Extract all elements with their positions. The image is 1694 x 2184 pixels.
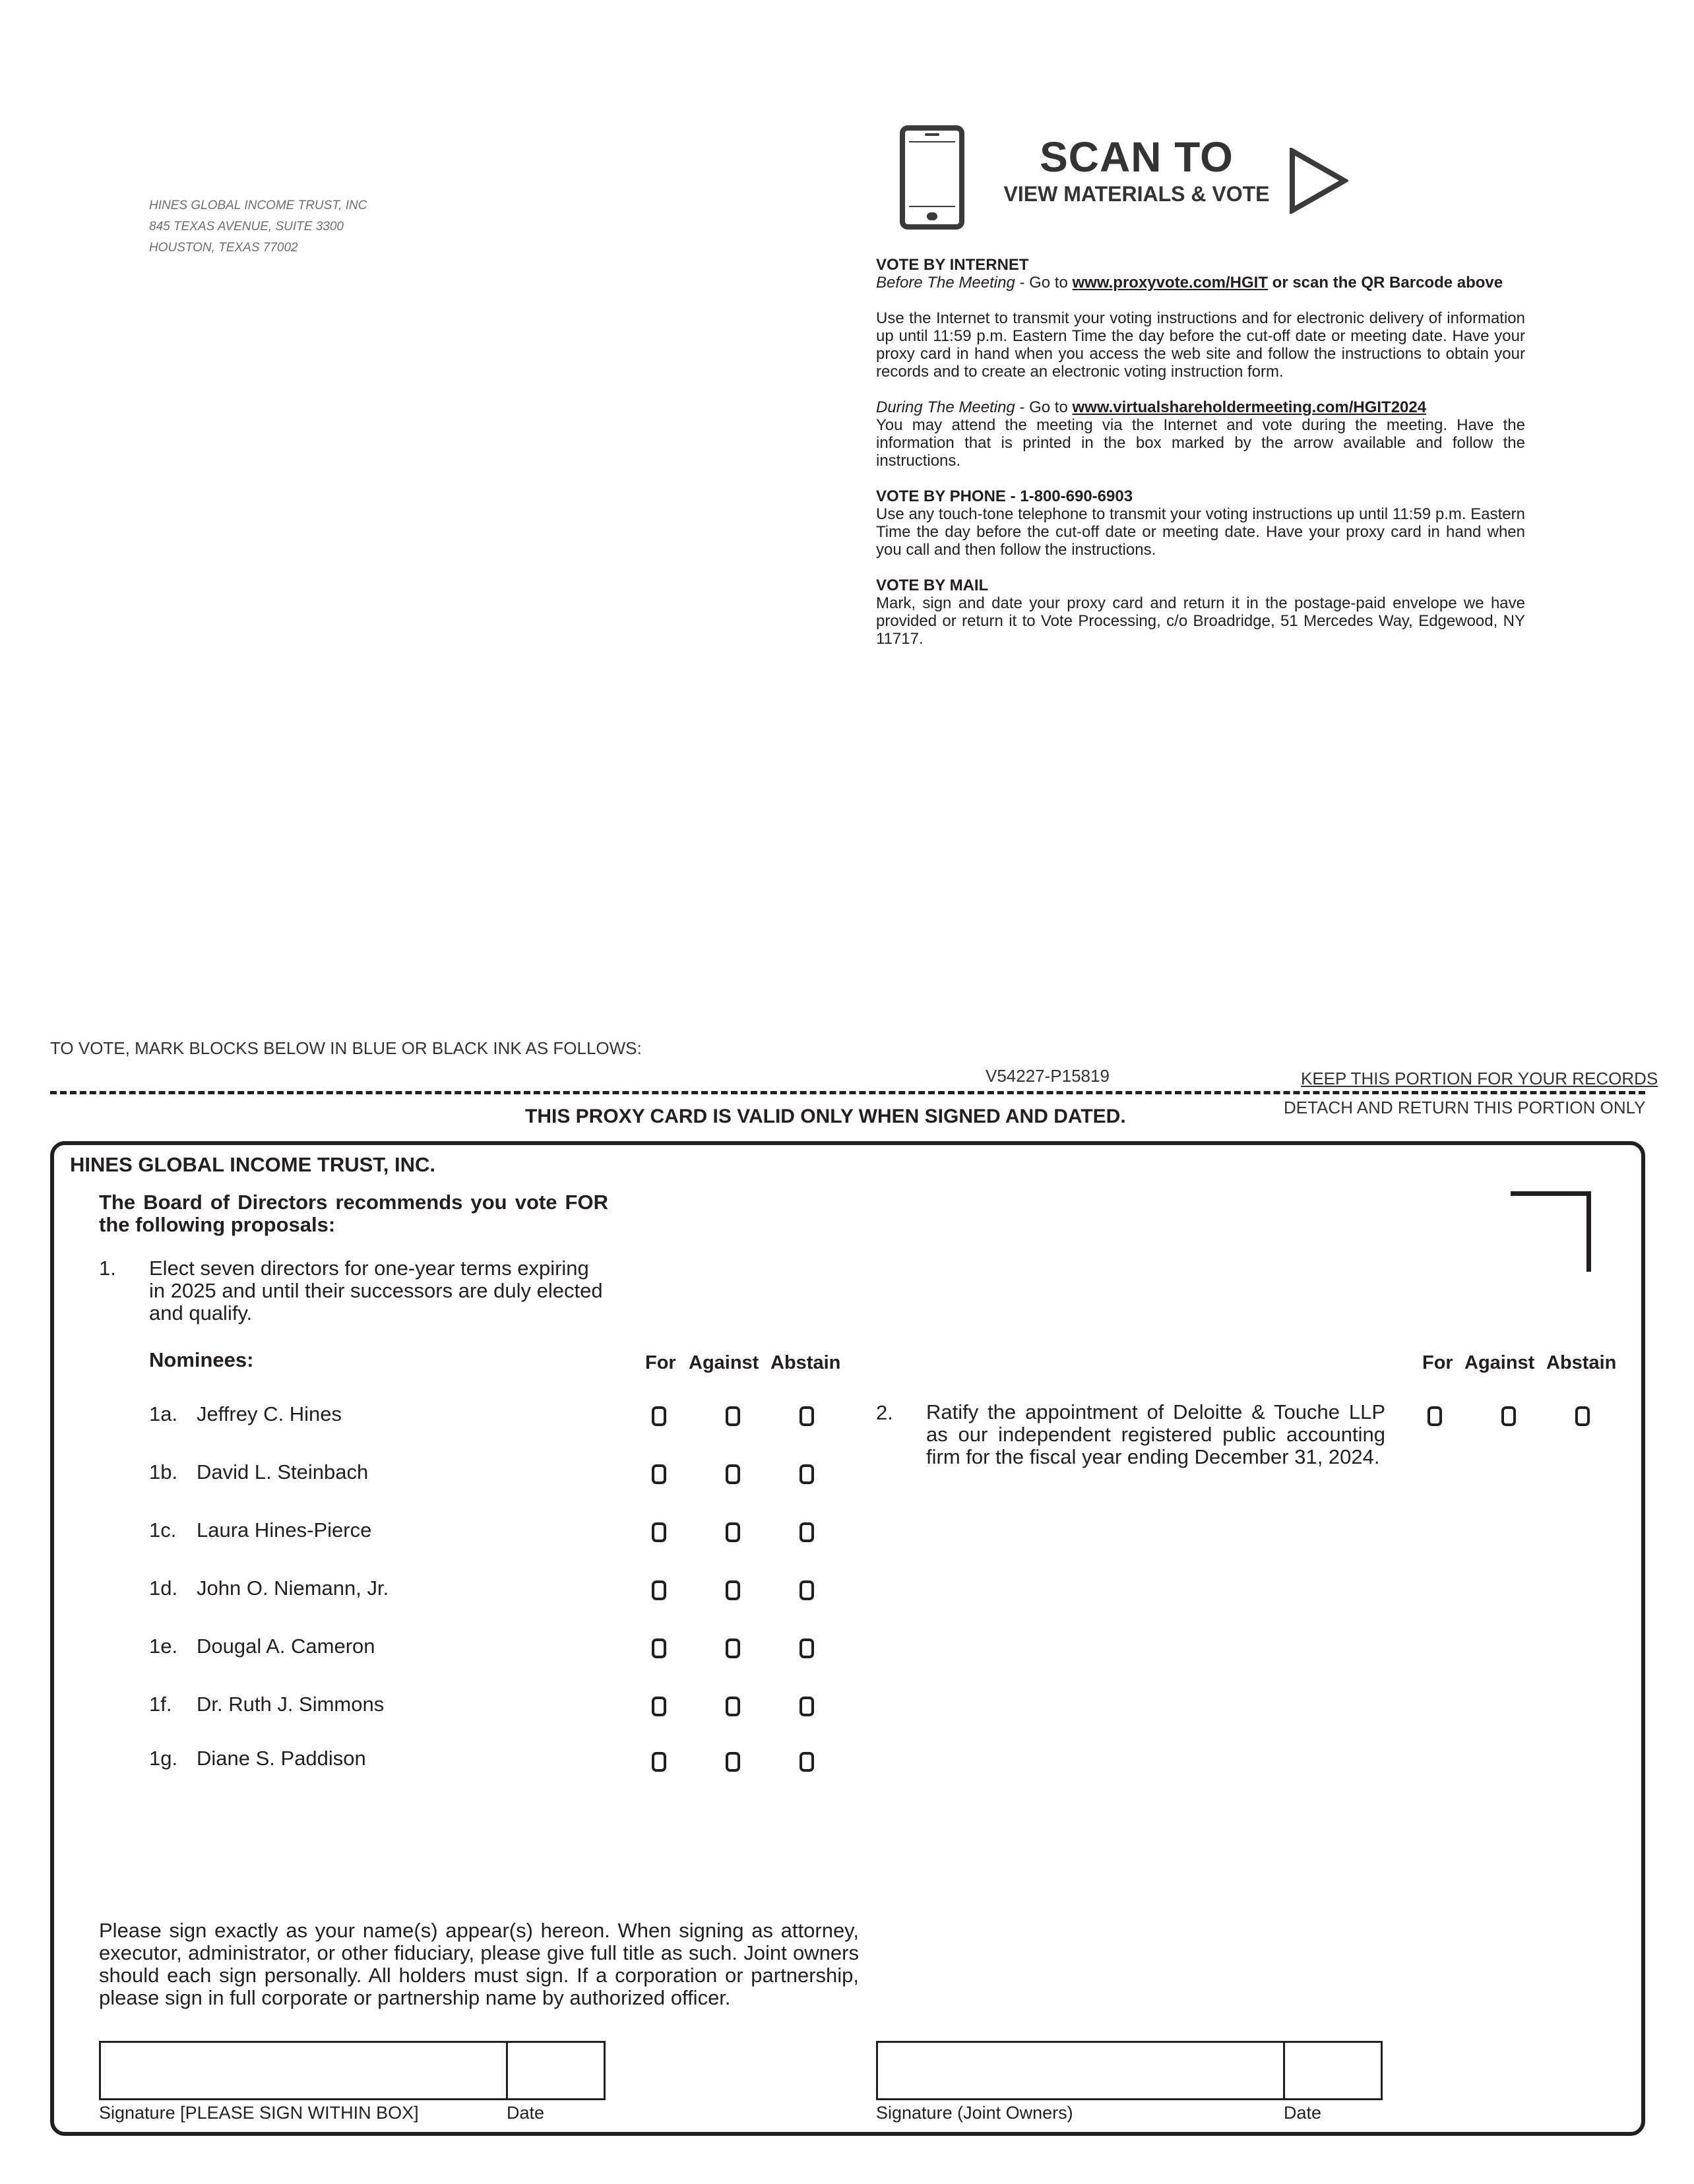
for-checkbox[interactable] bbox=[652, 1580, 666, 1600]
against-checkbox[interactable] bbox=[726, 1522, 740, 1542]
proposal-2-text: Ratify the appointment of Deloitte & Touche LLP as our independent registered public accounting firm for the fiscal year ending December 31, 2024. bbox=[926, 1400, 1385, 1468]
col-against-p2: Against bbox=[1464, 1352, 1535, 1373]
col-against-p1: Against bbox=[689, 1352, 759, 1373]
against-checkbox[interactable] bbox=[726, 1580, 740, 1600]
nominee-row-1c: 1c. Laura Hines-Pierce bbox=[0, 1518, 1694, 1545]
nominee-name: John O. Niemann, Jr. bbox=[197, 1576, 389, 1600]
signature-box[interactable] bbox=[99, 2041, 606, 2100]
proposal-2-number: 2. bbox=[876, 1401, 893, 1424]
phone-body: Use any touch-tone telephone to transmit your voting instructions up until 11:59 p.m. Eastern Time the day before the cut-off date or meeting date. Have your proxy card in hand when you call and then follow the instructions. bbox=[876, 505, 1525, 559]
internet-body: Use the Internet to transmit your voting instructions and for electronic delivery of information up until 11:59 p.m. Eastern Time the day before the cut-off date or meeting date. Have your proxy card in hand when you access the web site and follow the instructions to obtain your records and to create an electronic voting instruction form. bbox=[876, 309, 1525, 381]
proposal-2-against-checkbox[interactable] bbox=[1501, 1406, 1516, 1426]
nominee-name: Dr. Ruth J. Simmons bbox=[197, 1693, 385, 1716]
before-meeting-line: Before The Meeting - Go to www.proxyvote.com/HGIT or scan the QR Barcode above bbox=[876, 274, 1503, 292]
detach-line bbox=[50, 1091, 1645, 1094]
during-meeting-line: During The Meeting - Go to www.virtualshareholdermeeting.com/HGIT2024 bbox=[876, 398, 1427, 416]
return-address bbox=[149, 195, 367, 259]
for-checkbox[interactable] bbox=[652, 1464, 666, 1484]
nominee-name: Laura Hines-Pierce bbox=[197, 1518, 372, 1542]
voting-instructions bbox=[876, 256, 1525, 648]
board-recommendation: The Board of Directors recommends you vote FOR the following proposals: bbox=[99, 1191, 608, 1236]
against-checkbox[interactable] bbox=[726, 1752, 740, 1772]
nominee-name: Diane S. Paddison bbox=[197, 1747, 366, 1770]
nominee-row-1b: 1b. David L. Steinbach bbox=[0, 1460, 1694, 1487]
nominees-heading: Nominees: bbox=[149, 1348, 254, 1371]
abstain-checkbox[interactable] bbox=[800, 1580, 814, 1600]
during-meeting-body: You may attend the meeting via the Internet and vote during the meeting. Have the information that is printed in the box marked by the arrow available and follow the instructions. bbox=[876, 416, 1525, 470]
nominee-row-1g: 1g. Diane S. Paddison bbox=[0, 1747, 1694, 1773]
joint-signature-label: Signature (Joint Owners) bbox=[876, 2103, 1073, 2123]
nominee-row-1d: 1d. John O. Niemann, Jr. bbox=[0, 1576, 1694, 1603]
nominee-name: Jeffrey C. Hines bbox=[197, 1402, 342, 1425]
registration-corner-mark bbox=[1511, 1191, 1591, 1272]
joint-signature-date-divider bbox=[1283, 2043, 1285, 2098]
vote-internet-heading: VOTE BY INTERNET bbox=[876, 256, 1029, 274]
scan-title: SCAN TO bbox=[1040, 133, 1234, 181]
nominee-name: David L. Steinbach bbox=[197, 1460, 369, 1483]
proposal-1-number: 1. bbox=[99, 1257, 116, 1280]
against-checkbox[interactable] bbox=[726, 1697, 740, 1716]
proposal-2-for-checkbox[interactable] bbox=[1427, 1406, 1442, 1426]
vote-mail-heading: VOTE BY MAIL bbox=[876, 577, 989, 594]
against-checkbox[interactable] bbox=[726, 1464, 740, 1484]
joint-date-label: Date bbox=[1284, 2103, 1322, 2123]
col-for-p1: For bbox=[645, 1352, 676, 1373]
col-for-p2: For bbox=[1422, 1352, 1453, 1373]
against-checkbox[interactable] bbox=[726, 1638, 740, 1658]
company-name: HINES GLOBAL INCOME TRUST, INC. bbox=[70, 1153, 436, 1176]
signature-label: Signature [PLEASE SIGN WITHIN BOX] bbox=[99, 2103, 419, 2123]
control-number: V54227-P15819 bbox=[986, 1066, 1110, 1086]
proposal-2-abstain-checkbox[interactable] bbox=[1575, 1406, 1590, 1426]
col-abstain-p1: Abstain bbox=[770, 1352, 841, 1373]
for-checkbox[interactable] bbox=[652, 1638, 666, 1658]
for-checkbox[interactable] bbox=[652, 1406, 666, 1426]
address-line-2: 845 TEXAS AVENUE, SUITE 3300 bbox=[149, 220, 344, 234]
mark-instruction: TO VOTE, MARK BLOCKS BELOW IN BLUE OR BLACK INK AS FOLLOWS: bbox=[50, 1038, 642, 1058]
address-line-3: HOUSTON, TEXAS 77002 bbox=[149, 241, 298, 255]
against-checkbox[interactable] bbox=[726, 1406, 740, 1426]
abstain-checkbox[interactable] bbox=[800, 1464, 814, 1484]
signing-instructions: Please sign exactly as your name(s) appear(s) hereon. When signing as attorney, executor, administrator, or other fiduciary, please give full title as such. Joint owners should each sign personally. All holders must sign. If a corporation or partnership, please sign in full corporate or partnership name by authorized officer. bbox=[99, 1919, 859, 2009]
date-label: Date bbox=[507, 2103, 545, 2123]
detach-portion-text: DETACH AND RETURN THIS PORTION ONLY bbox=[1284, 1098, 1646, 1117]
virtual-meeting-link[interactable]: www.virtualshareholdermeeting.com/HGIT2024 bbox=[1072, 398, 1427, 416]
phone-icon bbox=[900, 125, 964, 230]
abstain-checkbox[interactable] bbox=[800, 1638, 814, 1658]
col-abstain-p2: Abstain bbox=[1546, 1352, 1617, 1373]
address-line-1: HINES GLOBAL INCOME TRUST, INC bbox=[149, 199, 367, 212]
keep-portion-text: KEEP THIS PORTION FOR YOUR RECORDS bbox=[1301, 1069, 1658, 1088]
for-checkbox[interactable] bbox=[652, 1752, 666, 1772]
abstain-checkbox[interactable] bbox=[800, 1752, 814, 1772]
joint-signature-box[interactable] bbox=[876, 2041, 1383, 2100]
proxyvote-link[interactable]: www.proxyvote.com/HGIT bbox=[1072, 274, 1268, 292]
abstain-checkbox[interactable] bbox=[800, 1406, 814, 1426]
play-arrow-icon bbox=[1289, 148, 1348, 214]
abstain-checkbox[interactable] bbox=[800, 1522, 814, 1542]
for-checkbox[interactable] bbox=[652, 1522, 666, 1542]
proposal-1-text: Elect seven directors for one-year terms expiring in 2025 and until their successors are duly elected and qualify. bbox=[149, 1257, 603, 1325]
for-checkbox[interactable] bbox=[652, 1697, 666, 1716]
signature-date-divider bbox=[506, 2043, 508, 2098]
nominee-row-1f: 1f. Dr. Ruth J. Simmons bbox=[0, 1693, 1694, 1719]
vote-phone-heading: VOTE BY PHONE - 1-800-690-6903 bbox=[876, 487, 1133, 505]
nominee-row-1e: 1e. Dougal A. Cameron bbox=[0, 1635, 1694, 1661]
nominee-name: Dougal A. Cameron bbox=[197, 1635, 375, 1658]
scan-subtitle: VIEW MATERIALS & VOTE bbox=[1003, 182, 1270, 206]
mail-body: Mark, sign and date your proxy card and return it in the postage-paid envelope we have provided or return it to Vote Processing, c/o Broadridge, 51 Mercedes Way, Edgewood, NY 11717. bbox=[876, 594, 1525, 648]
valid-notice: THIS PROXY CARD IS VALID ONLY WHEN SIGNED AND DATED. bbox=[525, 1106, 1126, 1127]
abstain-checkbox[interactable] bbox=[800, 1697, 814, 1716]
nominee-row-1a: 1a. Jeffrey C. Hines bbox=[0, 1402, 1694, 1429]
